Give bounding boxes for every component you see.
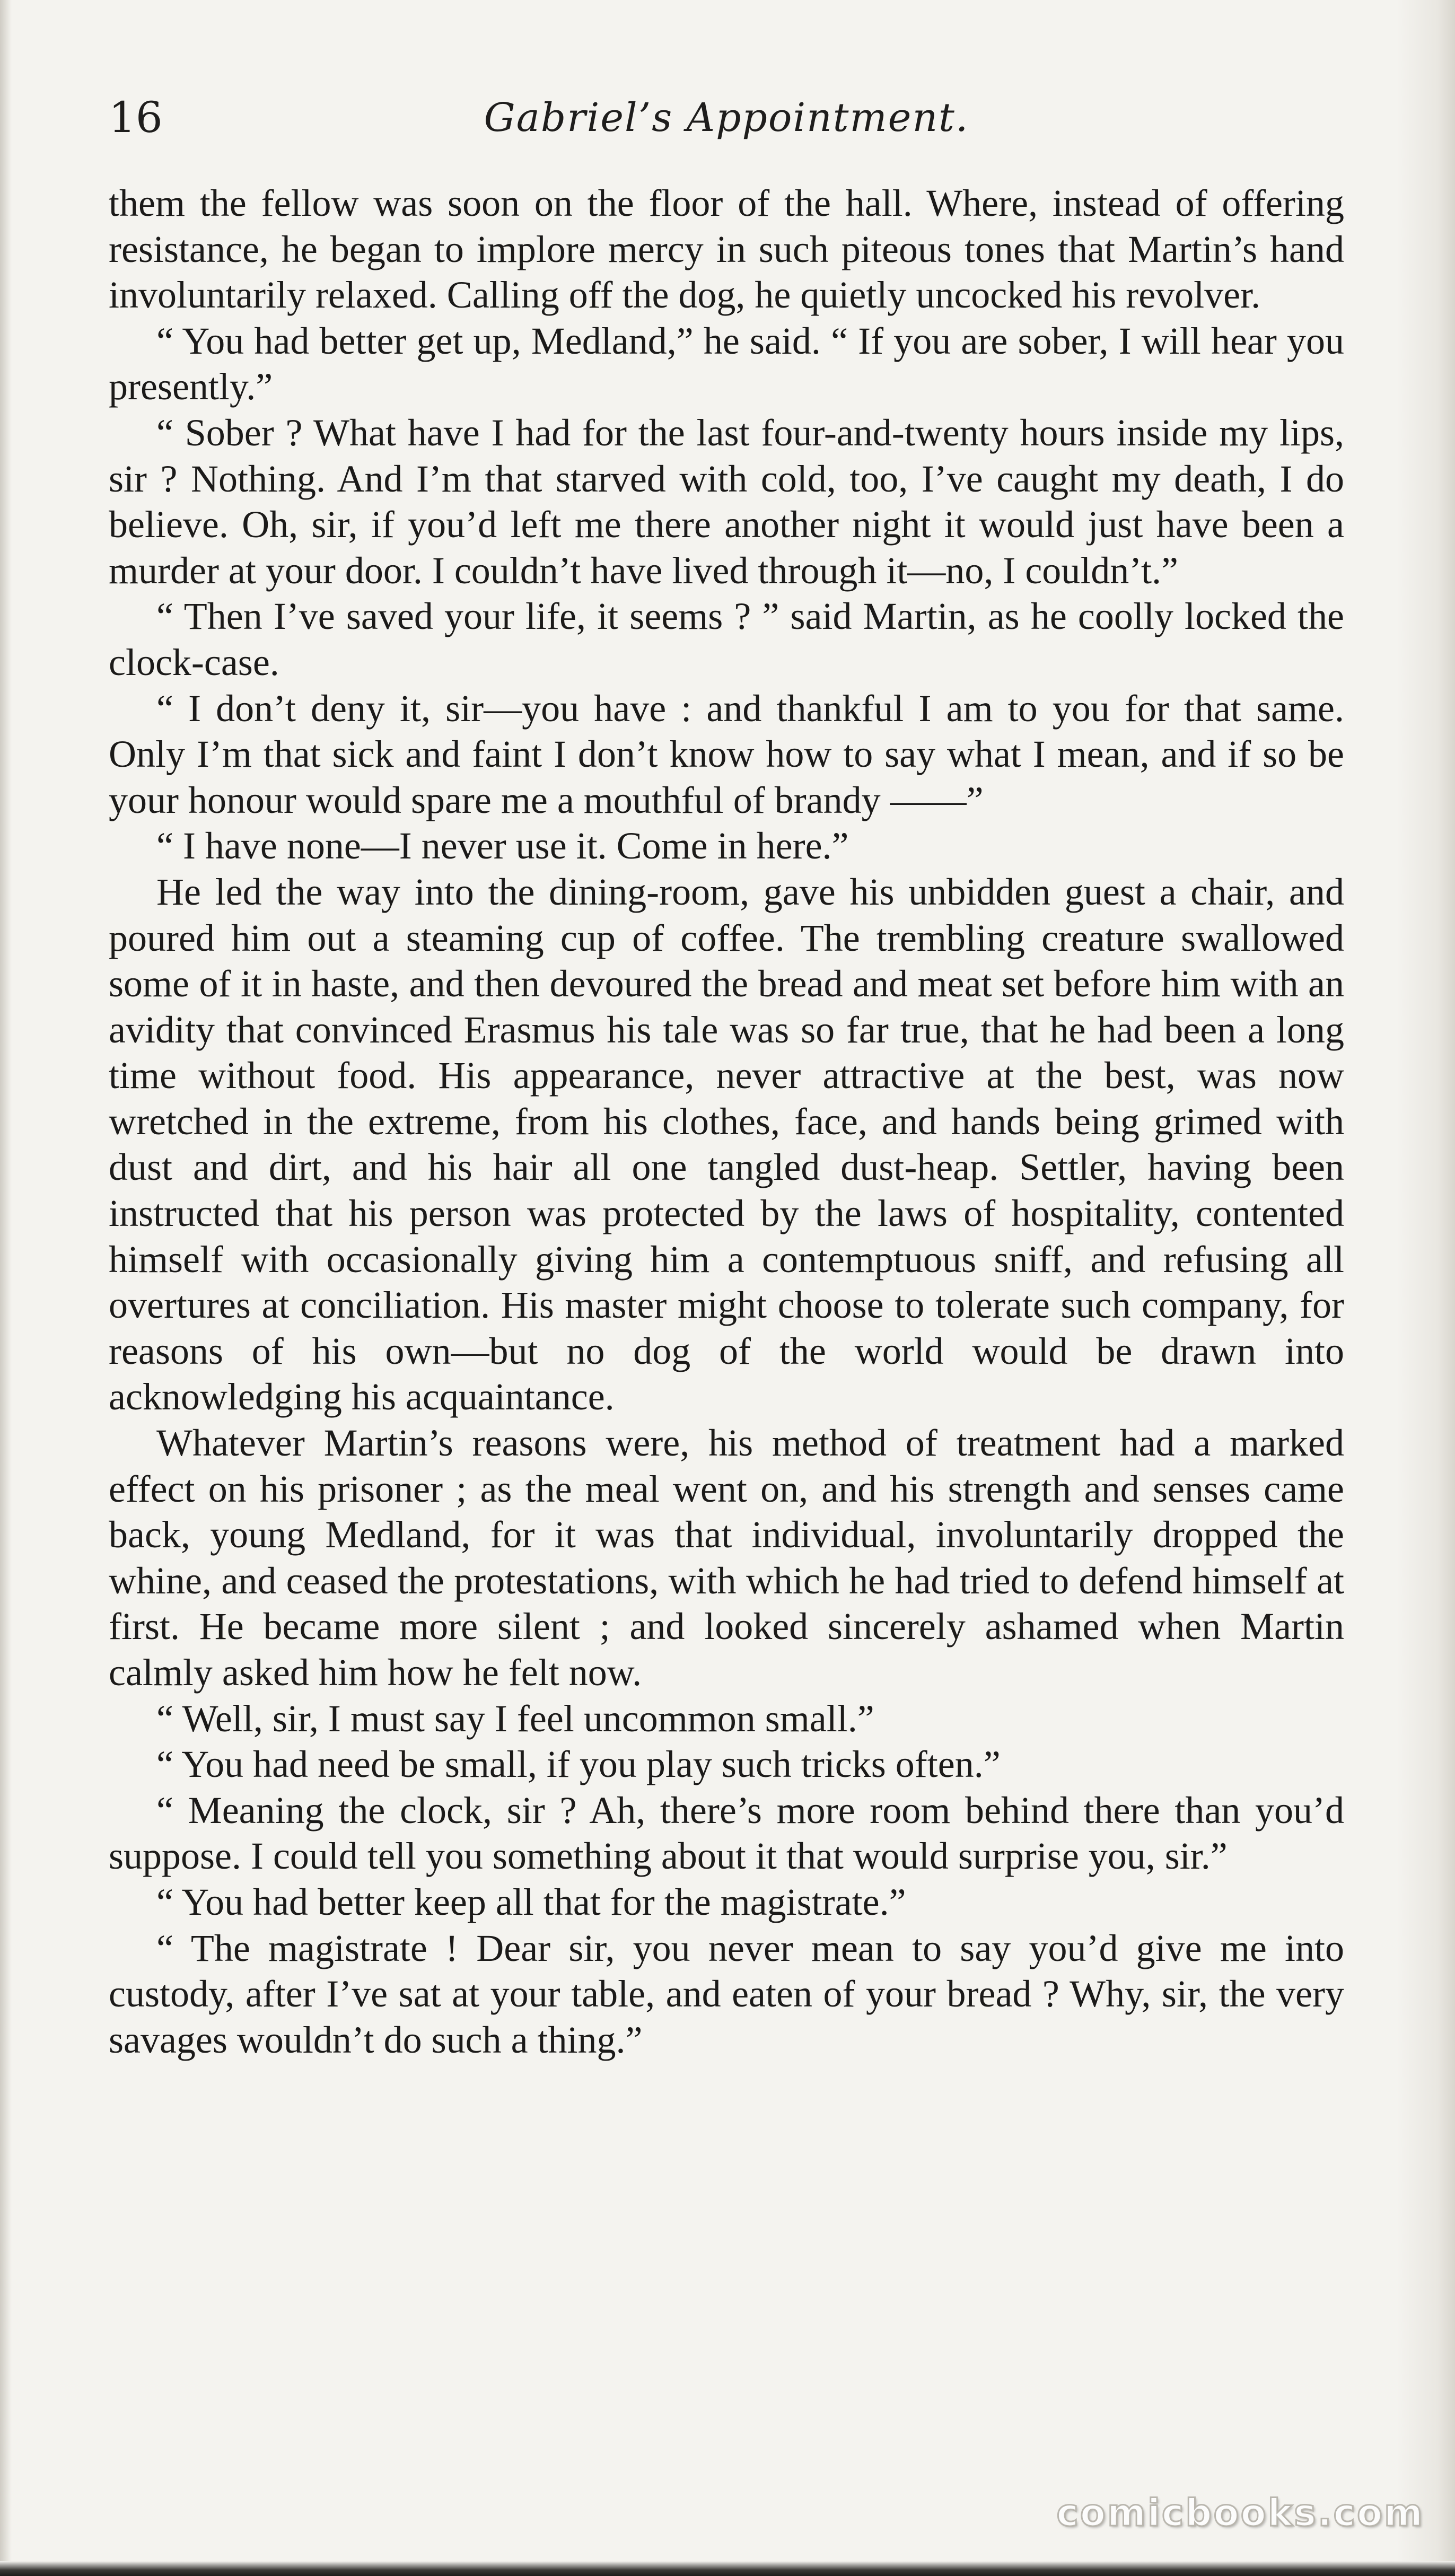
paragraph: “ I don’t deny it, sir—you have : and thankful I am to you for that same. Only I’m that sick and faint I don’t know how to say what I mean, and if so be your honour would spare me a mouthful of brandy ——” xyxy=(109,687,1344,821)
body-text xyxy=(109,180,1344,2063)
paragraph: “ You had better get up, Medland,” he said. “ If you are sober, I will hear you presently.” xyxy=(109,319,1344,408)
paragraph: Whatever Martin’s reasons were, his method of treatment had a marked effect on his prisoner ; as the meal went on, and his strength and senses came back, young Medland, for it was that individual, involuntarily dropped the whine, and ceased the protestations, with which he had tried to defend himself at first. He became more silent ; and looked sincerely ashamed when Martin calmly asked him how he felt now. xyxy=(109,1422,1344,1694)
paragraph: “ You had better keep all that for the magistrate.” xyxy=(156,1880,906,1923)
paragraph: “ Meaning the clock, sir ? Ah, there’s more room behind there than you’d suppose. I could tell you something about it that would surprise you, sir.” xyxy=(109,1789,1344,1878)
paragraph: “ Sober ? What have I had for the last four-and-twenty hours inside my lips, sir ? Nothing. And I’m that starved with cold, too, I’ve caught my death, I do believe. Oh, sir, if you’d left me there another night it would just have been a murder at your door. I couldn’t have lived through it—no, I couldn’t.” xyxy=(109,411,1344,592)
paragraph: “ Well, sir, I must say I feel uncommon small.” xyxy=(156,1697,874,1740)
paragraph: “ Then I’ve saved your life, it seems ? ” said Martin, as he coolly locked the clock-case. xyxy=(109,595,1344,684)
page-right-edge-shadow xyxy=(1397,0,1455,2576)
paragraph: He led the way into the dining-room, gave his unbidden guest a chair, and poured him out a steaming cup of coffee. The trembling creature swallowed some of it in haste, and then devoured the bread and meat set before him with an avidity that convinced Erasmus his tale was so far true, that he had been a long time without food. His appearance, never attractive at the best, was now wretched in the extreme, from his clothes, face, and hands being grimed with dust and dirt, and his hair all one tangled dust-heap. Settler, having been instructed that his person was protected by the laws of hospitality, contented himself with occasionally giving him a contemptuous sniff, and refusing all overtures at conciliation. His master might choose to tolerate such company, for reasons of his own—but no dog of the world would be drawn into acknowledging his acquaintance. xyxy=(109,870,1344,1418)
paragraph: “ You had need be small, if you play such tricks often.” xyxy=(156,1743,1001,1786)
paragraph: them the fellow was soon on the floor of the hall. Where, instead of offering resistance, he began to implore mercy in such piteous tones that Martin’s hand involuntarily relaxed. Calling off the dog, he quietly uncocked his revolver. xyxy=(109,182,1344,317)
running-title: Gabriel’s Appointment. xyxy=(484,95,969,141)
running-head xyxy=(109,91,1344,144)
page-number: 16 xyxy=(109,93,163,142)
paragraph: “ I have none—I never use it. Come in here.” xyxy=(156,825,849,868)
page-bottom-edge xyxy=(0,2561,1455,2576)
paragraph: “ The magistrate ! Dear sir, you never mean to say you’d give me into custody, after I’ve sat at your table, and eaten of your bread ? Why, sir, the very savages wouldn’t do such a thing.” xyxy=(109,1926,1344,2061)
page-left-edge-shadow xyxy=(0,0,12,2576)
watermark: comicbooks.com xyxy=(1056,2491,1424,2535)
